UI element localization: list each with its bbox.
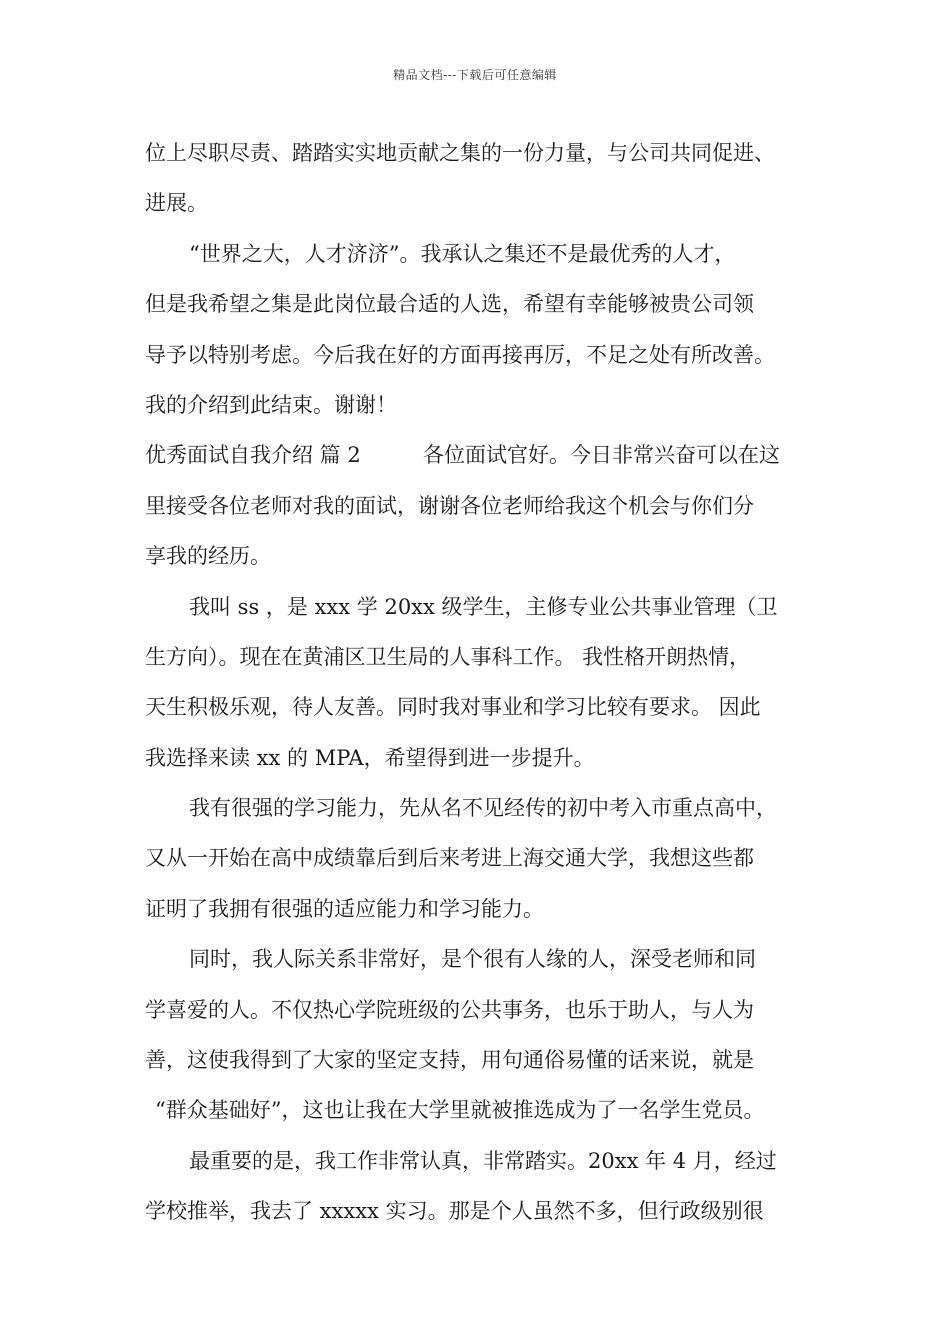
text-line: “群众基础好”，这也让我在大学里就被推选成为了一名学生党员。 [155, 1098, 765, 1123]
paragraph-start: 同时，我人际关系非常好，是个很有人缘的人，深受老师和同 [189, 947, 756, 972]
paragraph-start: 最重要的是，我工作非常认真，非常踏实。20xx 年 4 月，经过 [189, 1148, 777, 1173]
text-line: 导予以特别考虑。今后我在好的方面再接再厉，不足之处有所改善。 [145, 342, 775, 367]
text-line: 生方向）。现在在黄浦区卫生局的人事科工作。 我性格开朗热情， [145, 644, 751, 669]
text-line: 但是我希望之集是此岗位最合适的人选，希望有幸能够被贵公司领 [145, 292, 754, 317]
text-line: 各位面试官好。今日非常兴奋可以在这 [423, 443, 780, 468]
text-line: 享我的经历。 [145, 544, 271, 569]
text-line: 位上尽职尽责、踏踏实实地贡献之集的一份力量，与公司共同促进、 [145, 141, 775, 165]
paragraph-start: “世界之大，人才济济”。我承认之集还不是最优秀的人才， [189, 241, 736, 266]
paragraph-start: 我叫 ss ，是 xxx 学 20xx 级学生，主修专业公共事业管理（卫 [189, 594, 778, 619]
text-line: 我选择来读 xx 的 MPA，希望得到进一步提升。 [145, 745, 595, 770]
text-line: 证明了我拥有很强的适应能力和学习能力。 [145, 896, 544, 921]
text-line: 学喜爱的人。不仅热心学院班级的公共事务，也乐于助人，与人为 [145, 997, 754, 1022]
page-header: 精品文档---下载后可任意编辑 [393, 68, 557, 82]
section-heading-line [145, 430, 815, 480]
paragraph-start: 我有很强的学习能力，先从名不见经传的初中考入市重点高中， [189, 796, 777, 821]
text-line: 善，这使我得到了大家的坚定支持，用句通俗易懂的话来说，就是 [145, 1048, 754, 1073]
text-line: 我的介绍到此结束。谢谢！ [145, 392, 397, 417]
text-line: 里接受各位老师对我的面试，谢谢各位老师给我这个机会与你们分 [145, 493, 754, 518]
document-body [145, 128, 815, 1237]
text-line: 又从一开始在高中成绩靠后到后来考进上海交通大学，我想这些都 [145, 846, 754, 871]
section-title: 优秀面试自我介绍 篇 2 [145, 443, 361, 468]
text-line: 学校推举，我去了 xxxxx 实习。那是个人虽然不多，但行政级别很 [145, 1199, 764, 1224]
text-line: 进展。 [145, 191, 208, 216]
text-line: 天生积极乐观，待人友善。同时我对事业和学习比较有要求。 因此 [145, 695, 761, 720]
